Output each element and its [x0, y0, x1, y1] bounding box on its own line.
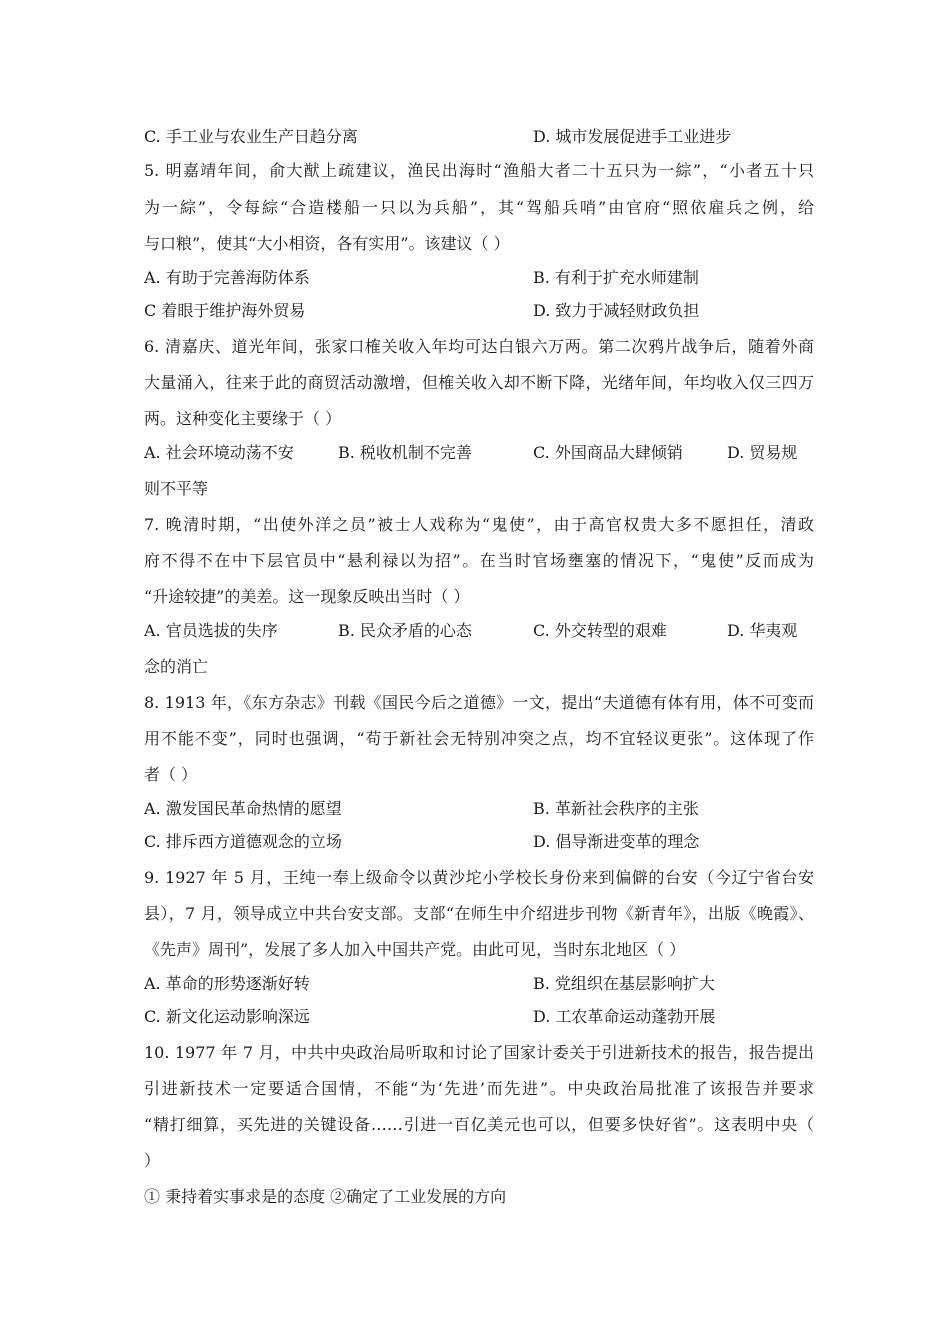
q6-option-d-cont: 则不平等: [144, 479, 209, 498]
q7-option-b: B. 民众矛盾的心态: [338, 621, 472, 640]
q10-statements: ① 秉持着实事求是的态度 ②确定了工业发展的方向: [144, 1187, 507, 1206]
q5-option-b: B. 有利于扩充水师建制: [533, 268, 699, 287]
q8-stem-line1: 8. 1913 年，《东方杂志》刊载《国民今后之道德》一文，提出“夫道德有体有用，体不可变而: [144, 693, 814, 712]
q6-option-a: A. 社会环境动荡不安: [144, 443, 294, 462]
q10-stem-line2: 引进新技术一定要适合国情，不能“为‘先进’而先进”。中央政治局批准了该报告并要求: [144, 1079, 814, 1098]
q6-option-d: D. 贸易规: [727, 443, 798, 462]
q9-option-b: B. 党组织在基层影响扩大: [533, 974, 715, 993]
q5-option-d: D. 致力于减轻财政负担: [533, 301, 700, 320]
q5-option-c: C 着眼于维护海外贸易: [144, 301, 306, 320]
q9-stem-line3: 《先声》周刊”，发展了多人加入中国共产党。由此可见，当时东北地区（ ）: [144, 940, 686, 959]
q7-option-d: D. 华夷观: [727, 621, 798, 640]
q5-stem-line1: 5. 明嘉靖年间，俞大猷上疏建议，渔民出海时“渔船大者二十五只为一綜”，“小者五十只: [144, 161, 814, 180]
q7-stem-line2: 府不得不在中下层官员中“悬利禄以为招”。在当时官场壅塞的情况下，“鬼使”反而成为: [144, 551, 814, 570]
q7-stem-line1: 7. 晚清时期，“出使外洋之员”被士人戏称为“鬼使”，由于高官权贵大多不愿担任，清政: [144, 515, 814, 534]
q6-stem-line3: 两。这种变化主要缘于（ ）: [144, 409, 342, 428]
q7-option-c: C. 外交转型的艰难: [533, 621, 667, 640]
q9-option-a: A. 革命的形势逐渐好转: [144, 974, 310, 993]
q9-stem-line1: 9. 1927 年 5 月，王纯一奉上级命令以黄沙坨小学校长身份来到偏僻的台安（今辽宁省台安: [144, 868, 814, 887]
q4-option-d: D. 城市发展促进手工业进步: [533, 127, 732, 146]
q6-option-b: B. 税收机制不完善: [338, 443, 472, 462]
q8-option-a: A. 激发国民革命热情的愿望: [144, 799, 342, 818]
q9-option-c: C. 新文化运动影响深远: [144, 1007, 310, 1026]
q6-stem-line2: 大量涌入，往来于此的商贸活动激增，但榷关收入却不断下降，光绪年间，年均收入仅三四万: [144, 373, 814, 392]
q9-stem-line2: 县），7 月，领导成立中共台安支部。支部“在师生中介绍进步刊物《新青年》，出版《晚霞》、: [144, 904, 814, 923]
q5-option-a: A. 有助于完善海防体系: [144, 268, 310, 287]
q8-option-d: D. 倡导渐进变革的理念: [533, 832, 700, 851]
q4-option-c: C. 手工业与农业生产日趋分离: [144, 127, 358, 146]
q10-stem-line3: “精打细算，买先进的关键设备……引进一百亿美元也可以，但要多快好省”。这表明中央（: [144, 1115, 814, 1134]
q8-option-b: B. 革新社会秩序的主张: [533, 799, 699, 818]
q7-stem-line3: “升途较捷”的美差。这一现象反映出当时（ ）: [144, 587, 470, 606]
q8-option-c: C. 排斥西方道德观念的立场: [144, 832, 342, 851]
q6-stem-line1: 6. 清嘉庆、道光年间，张家口榷关收入年均可达白银六万两。第二次鸦片战争后，随着外商: [144, 337, 814, 356]
q10-stem-line1: 10. 1977 年 7 月，中共中央政治局听取和讨论了国家计委关于引进新技术的报告，报告提出: [144, 1043, 814, 1062]
q6-option-c: C. 外国商品大肆倾销: [533, 443, 683, 462]
q7-option-a: A. 官员选拔的失序: [144, 621, 278, 640]
q5-stem-line3: 与口粮”，使其“大小相资，各有实用”。该建议（ ）: [144, 234, 510, 253]
q5-stem-line2: 为一綜”，令每綜“合造楼船一只以为兵船”，其“驾船兵哨”由官府“照依雇兵之例，给: [144, 198, 814, 217]
q8-stem-line2: 用不能不变”，同时也强调，“苟于新社会无特别冲突之点，均不宜轻议更张”。这体现了作: [144, 729, 814, 748]
q10-stem-line4: ）: [144, 1151, 161, 1170]
q8-stem-line3: 者（ ）: [144, 765, 198, 784]
q9-option-d: D. 工农革命运动蓬勃开展: [533, 1007, 716, 1026]
q7-option-d-cont: 念的消亡: [144, 657, 209, 676]
